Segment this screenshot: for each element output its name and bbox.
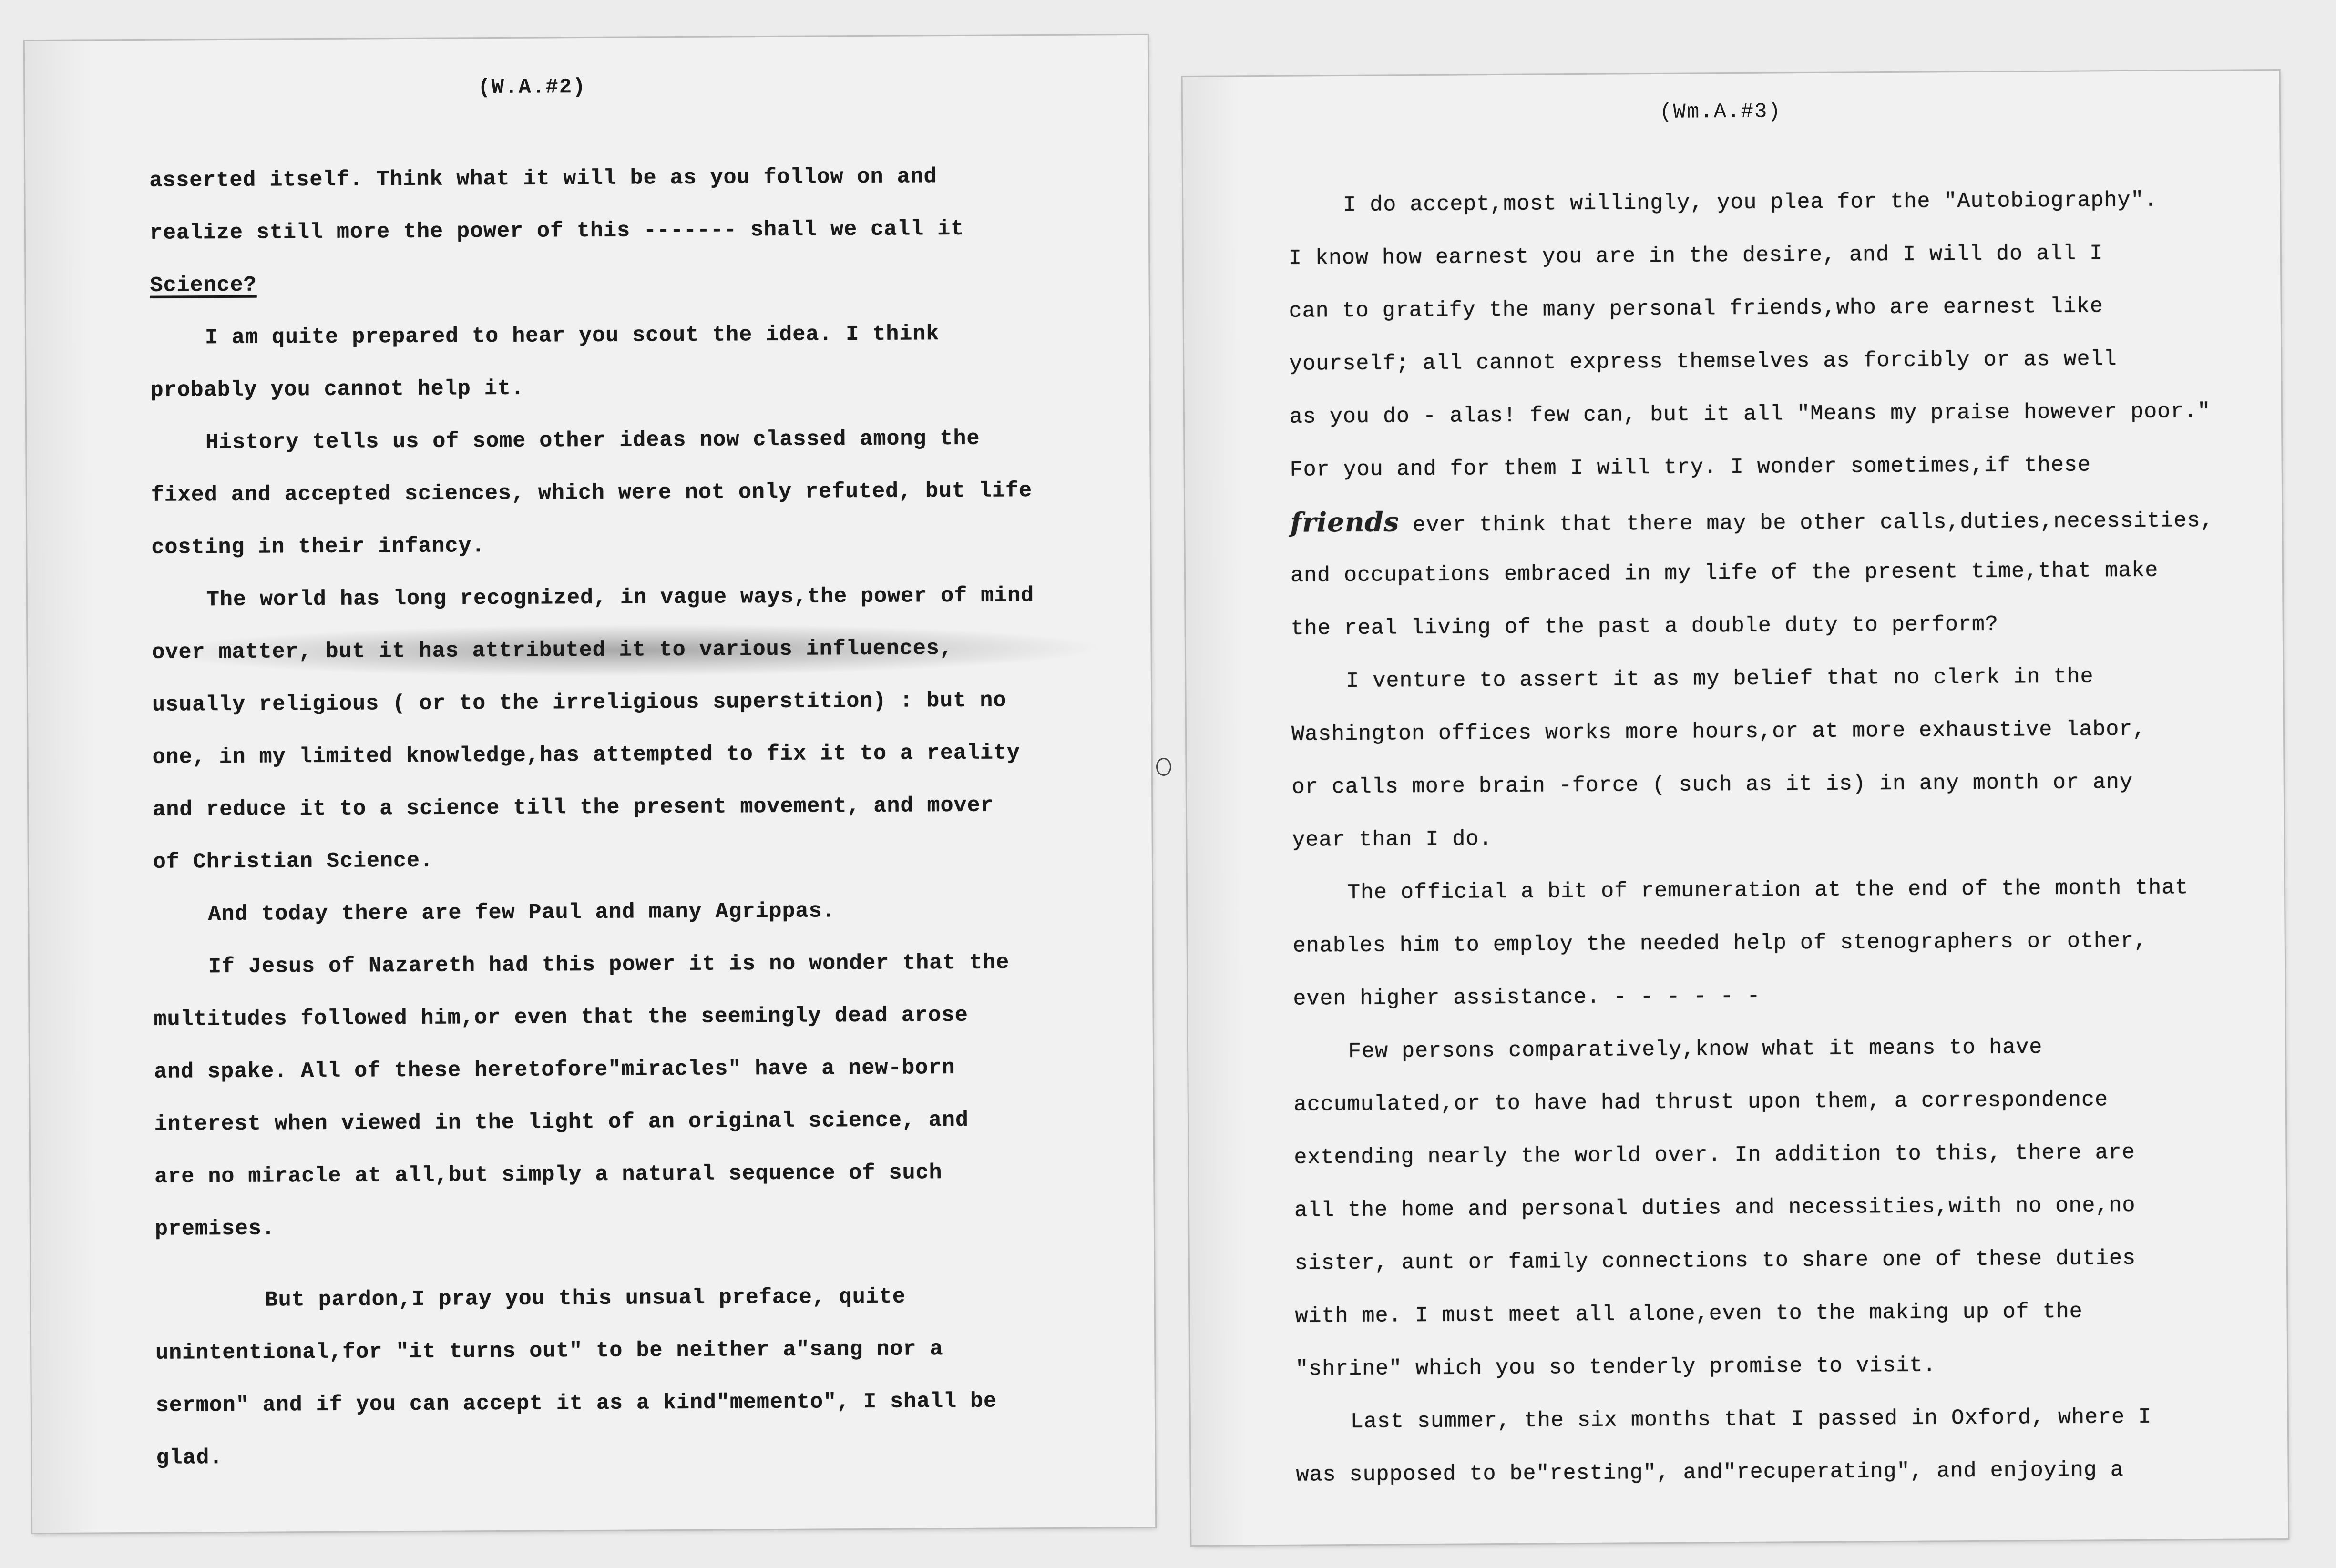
text-line: probably you cannot help it. (150, 376, 524, 403)
text-line: Last summer, the six months that I passed in Oxford, where I (1350, 1405, 2152, 1434)
text-line: interest when viewed in the light of an original science, and (154, 1108, 969, 1137)
text-line: I am quite prepared to hear you scout the idea. I think (205, 322, 940, 350)
text-line: The world has long recognized, in vague ways,the power of mind (206, 583, 1035, 612)
text-line: accumulated,or to have had thrust upon them, a correspondence (1293, 1088, 2109, 1117)
text-line: realize still more the power of this ------- shall we call it (149, 216, 964, 245)
text-line: I do accept,most willingly, you plea for the "Autobiography". (1343, 188, 2158, 218)
text-line: all the home and personal duties and necessities,with no one,no (1294, 1193, 2136, 1223)
text-line: glad. (156, 1446, 223, 1470)
text-line: Washington offices works more hours,or at more exhaustive labor, (1291, 717, 2146, 747)
handwritten-annotation: friends (1290, 506, 1400, 539)
text-line: yourself; all cannot express themselves as forcibly or as well (1289, 347, 2117, 377)
text-line: and spake. All of these heretofore"miracles" have a new-born (154, 1055, 955, 1084)
text-line: the real living of the past a double duty to perform? (1291, 612, 1999, 641)
text-line: usually religious ( or to the irreligious superstition) : but no (152, 688, 1007, 717)
text-line: unintentional,for "it turns out" to be neither a"sang nor a (155, 1337, 943, 1365)
text-line: ever think that there may be other calls,duties,necessities, (1413, 508, 2214, 538)
text-line: If Jesus of Nazareth had this power it is no wonder that the (208, 950, 1010, 979)
text-line: premises. (154, 1216, 276, 1242)
page-body-text (149, 150, 1110, 1484)
text-line: sister, aunt or family connections to share one of these duties (1294, 1246, 2136, 1276)
text-line-annotated (1290, 490, 2244, 549)
text-line: asserted itself. Think what it will be as you follow on and (149, 164, 937, 193)
text-line: are no miracle at all,but simply a natural sequence of such (154, 1161, 943, 1189)
text-line: fixed and accepted sciences, which were not only refuted, but life (151, 479, 1033, 508)
page-shadow (25, 41, 99, 1533)
text-line-underlined: Science? (150, 273, 257, 298)
text-line: For you and for them I will try. I wonder sometimes,if these (1290, 453, 2091, 482)
text-line: can to gratify the many personal friends,who are earnest like (1289, 294, 2104, 324)
page-body-text (1288, 173, 2250, 1501)
text-line: one, in my limited knowledge,has attempted to fix it to a reality (152, 741, 1021, 770)
text-line: and occupations embraced in my life of the present time,that make (1290, 558, 2159, 588)
text-line: The official a bit of remuneration at the end of the month that (1347, 876, 2189, 905)
text-line: or calls more brain -force ( such as it is) in any month or any (1291, 770, 2133, 800)
text-line: and reduce it to a science till the present movement, and mover (153, 793, 994, 822)
text-line: I venture to assert it as my belief that no clerk in the (1346, 664, 2094, 693)
text-line-smudged: over matter, but it has attributed it to various influences, (152, 621, 1106, 679)
text-line: costing in their infancy. (151, 534, 485, 560)
handwritten-circle-mark (1156, 758, 1171, 776)
text-line: And today there are few Paul and many Agrippas. (208, 899, 836, 927)
text-line: History tells us of some other ideas now classed among the (205, 426, 980, 455)
page-header: (Wm.A.#3) (1659, 100, 1782, 124)
page-header: (W.A.#2) (478, 75, 586, 100)
text-line: of Christian Science. (153, 848, 434, 875)
text-line: even higher assistance. - - - - - - (1293, 984, 1761, 1011)
text-line: as you do - alas! few can, but it all "Means my praise however poor." (1289, 399, 2211, 429)
text-line: enables him to employ the needed help of stenographers or other, (1292, 928, 2148, 958)
text-line: Few persons comparatively,know what it means to have (1348, 1035, 2043, 1064)
text-line: was supposed to be"resting", and"recuperating", and enjoying a (1296, 1458, 2124, 1487)
text-line: multitudes followed him,or even that the seemingly dead arose (154, 1003, 968, 1032)
document-page-right (1183, 71, 2288, 1545)
text-line: extending nearly the world over. In addition to this, there are (1294, 1140, 2135, 1170)
text-line: year than I do. (1292, 827, 1493, 853)
text-line: sermon" and if you can accept it as a kind"memento", I shall be (155, 1389, 997, 1418)
text-line: I know how earnest you are in the desire, and I will do all I (1288, 241, 2103, 271)
text-line: with me. I must meet all alone,even to the making up of the (1295, 1299, 2083, 1329)
page-shadow (1183, 77, 1249, 1545)
document-page-left (25, 35, 1155, 1533)
text-line: But pardon,I pray you this unsual preface, quite (265, 1284, 906, 1313)
text-line: "shrine" which you so tenderly promise to visit. (1295, 1353, 1936, 1382)
